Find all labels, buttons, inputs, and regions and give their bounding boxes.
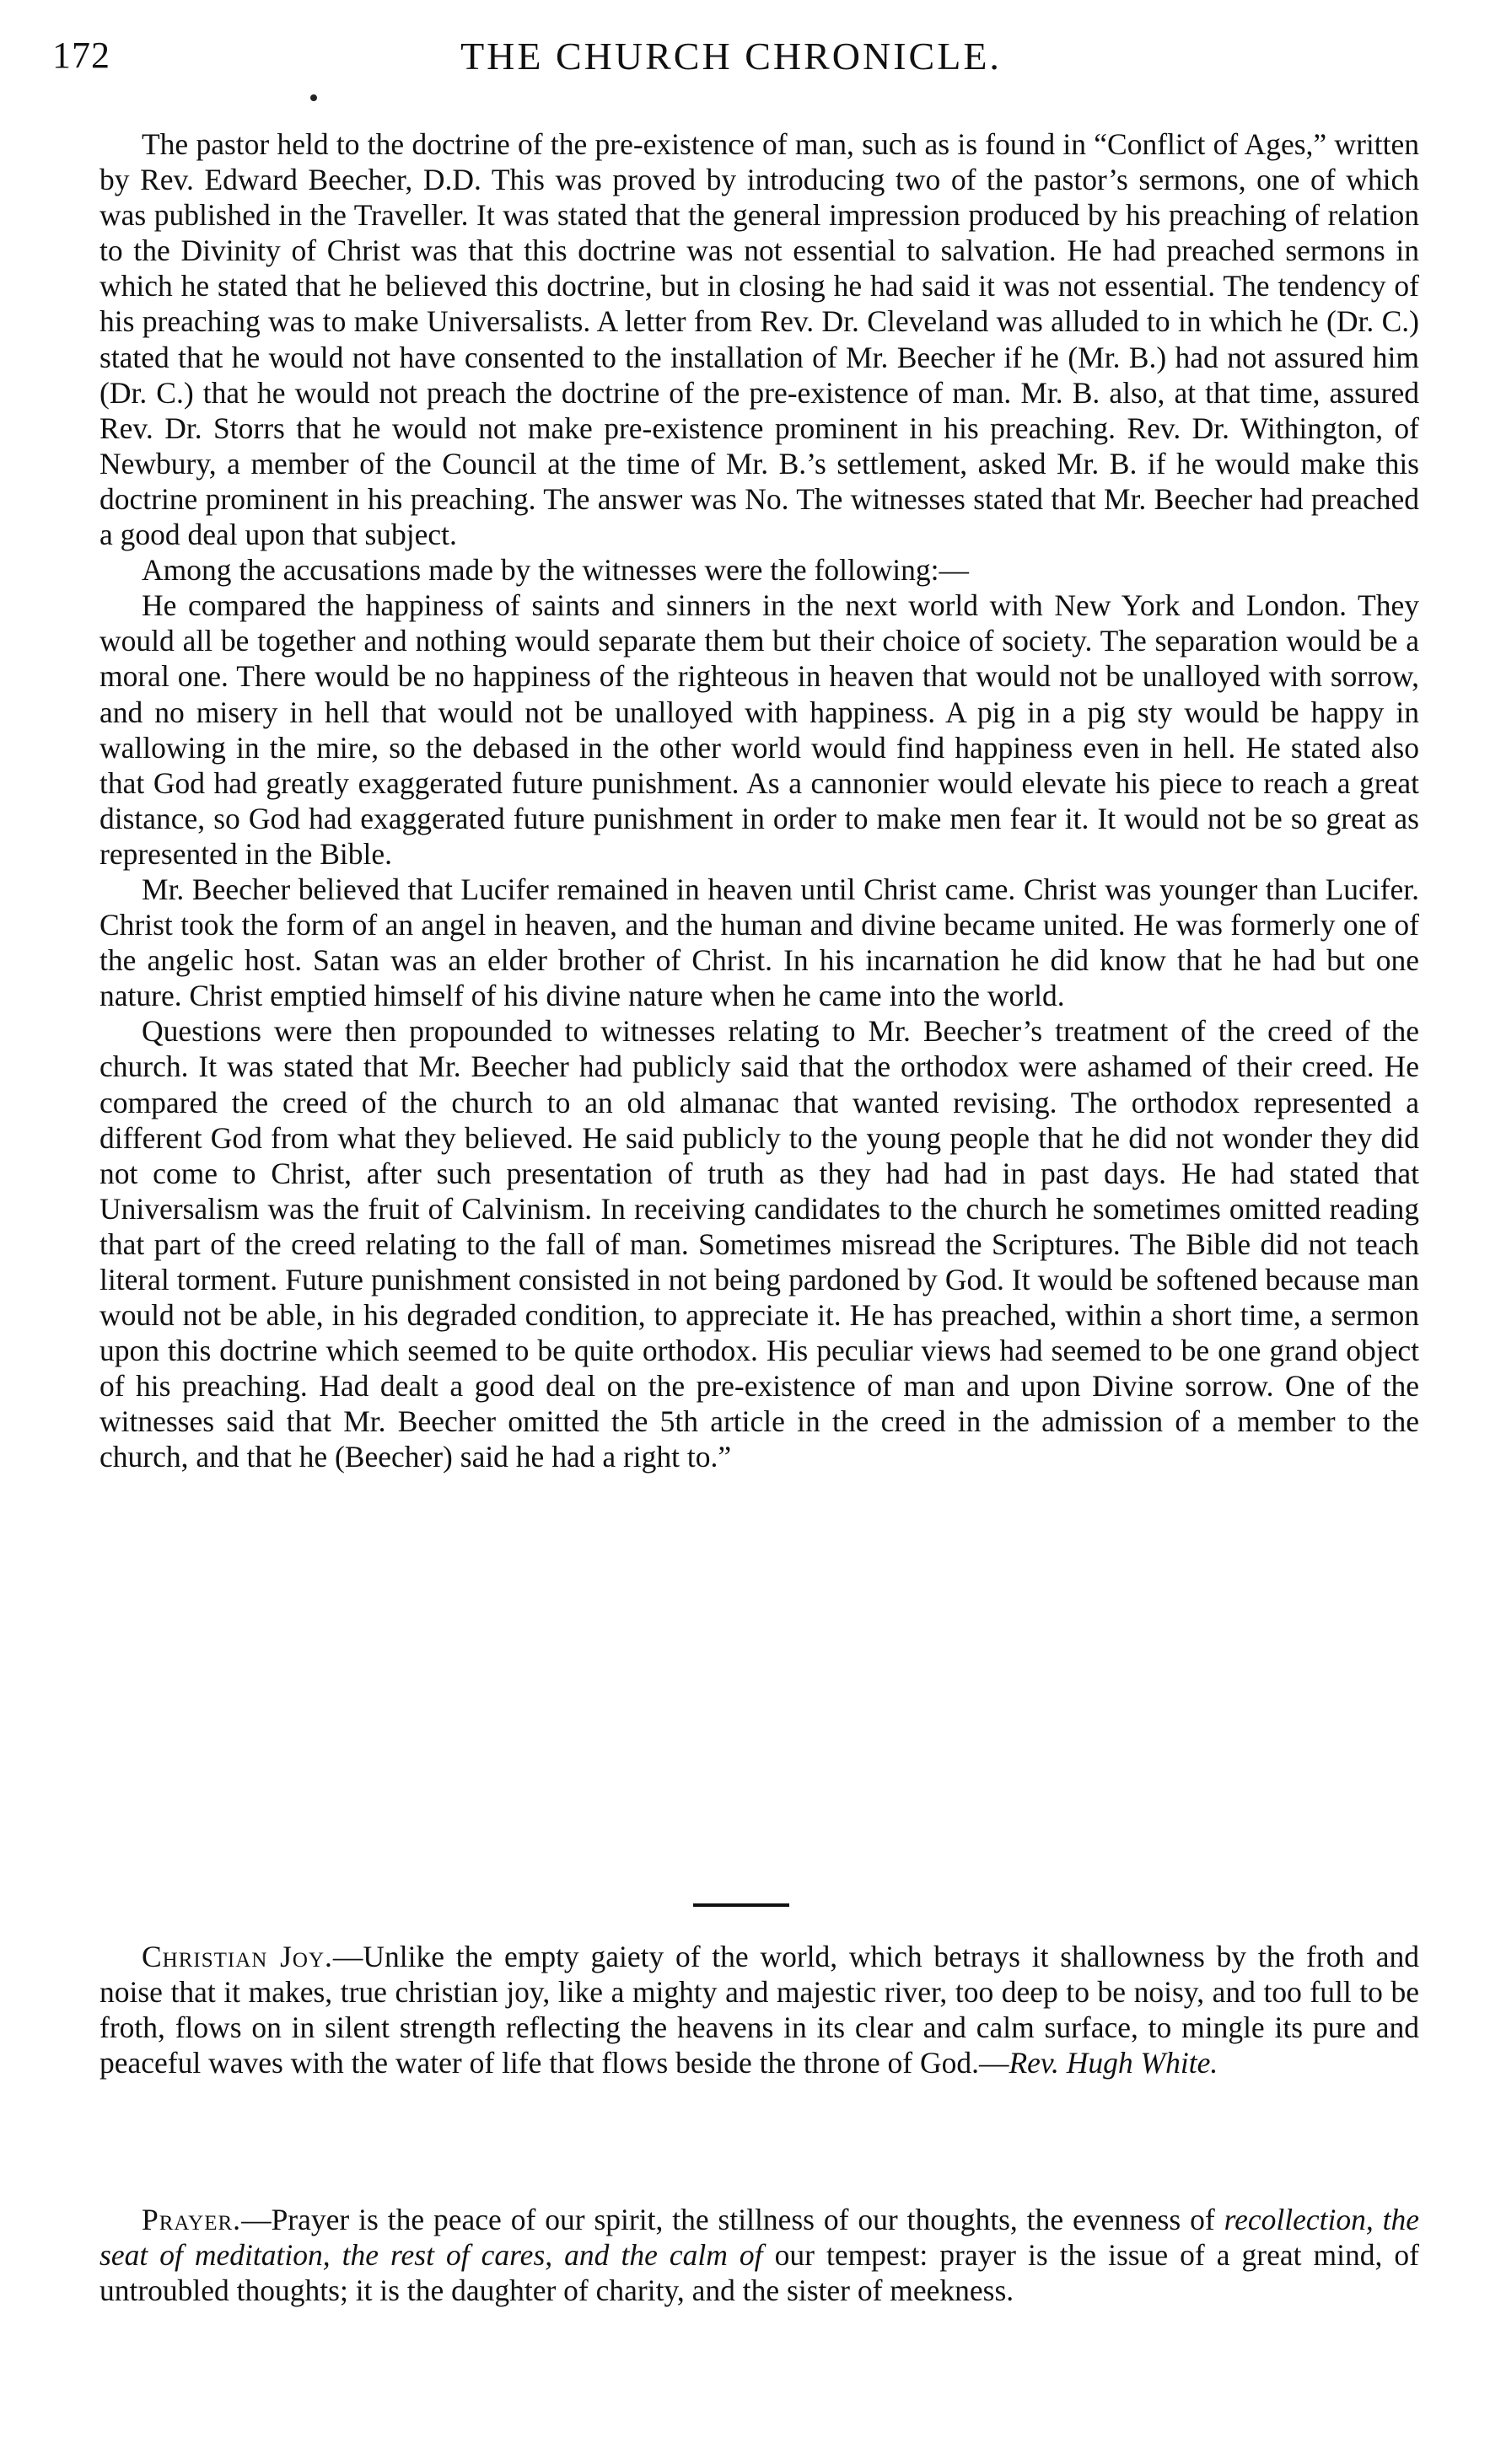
- christian-joy-heading: Christian Joy.: [142, 1940, 333, 1973]
- report-paragraph-3: He compared the happiness of saints and sinners in the next world with New York and London. They would all be together and nothing would separate them but their choice of society. The separation would be a moral one. There would be no happiness of the righteous in heaven that would not be unalloyed with sorrow, and no misery in hell that would not be unalloyed with happiness. A pig in a pig sty would be happy in wallowing in the mire, so the debased in the other world would find happiness even in hell. He stated also that God had greatly exaggerated future punishment. As a cannonier would elevate his piece to reach a great distance, so God had exaggerated future punishment in order to make men fear it. It would not be so great as represented in the Bible.: [100, 588, 1419, 871]
- prayer-text-italic: recollection, the seat of meditation, the rest of cares, and the calm of: [100, 2203, 1419, 2273]
- prayer-article: [100, 2202, 1419, 2308]
- print-speck: [310, 94, 317, 101]
- report-paragraph-4: Mr. Beecher believed that Lucifer remained in heaven until Christ came. Christ was younger than Lucifer. Christ took the form of an angel in heaven, and the human and divine became united. He was formerly one of the angelic host. Satan was an elder brother of Christ. In his incarnation he did know that he had but one nature. Christ emptied himself of his divine nature when he came into the world.: [100, 872, 1419, 1013]
- christian-joy-article: [100, 1939, 1419, 2080]
- christian-joy-paragraph: [100, 1939, 1419, 2080]
- report-article: [100, 126, 1419, 1475]
- prayer-paragraph: [100, 2202, 1419, 2308]
- section-divider: [693, 1903, 789, 1907]
- page-number: 172: [52, 35, 110, 76]
- page-header: [52, 34, 1410, 84]
- prayer-text-end: our tempest: prayer is the issue of a great mind, of untroubled thoughts; it is the daughter of charity, and the sister of meekness.: [100, 2238, 1420, 2308]
- christian-joy-attribution: Rev. Hugh White.: [1009, 2046, 1218, 2080]
- report-paragraph-5: Questions were then propounded to witnesses relating to Mr. Beecher’s treatment of the creed of the church. It was stated that Mr. Beecher had publicly said that the orthodox were ashamed of their creed. He compared the creed of the church to an old almanac that wanted revising. The orthodox represented a different God from what they believed. He said publicly to the young people that he did not wonder they did not come to Christ, after such presentation of truth as they had had in past days. He had stated that Universalism was the fruit of Calvinism. In receiving candidates to the church he sometimes omitted reading that part of the creed relating to the fall of man. Sometimes misread the Scriptures. The Bible did not teach literal torment. Future punishment consisted in not being pardoned by God. It would be softened because man would not be able, in his degraded condition, to appreciate it. He has preached, within a short time, a sermon upon this doctrine which seemed to be quite orthodox. His peculiar views had seemed to be one grand object of his preaching. Had dealt a good deal on the pre-existence of man and upon Divine sorrow. One of the witnesses said that Mr. Beecher omitted the 5th article in the creed in the admission of a member to the church, and that he (Beecher) said he had a right to.”: [100, 1014, 1419, 1474]
- christian-joy-text: —Unlike the empty gaiety of the world, which betrays it shallowness by the froth and noise that it makes, true christian joy, like a mighty and majestic river, too deep to be noisy, and too full to be froth, flows on in silent strength reflecting the heavens in its clear and calm surface, to mingle its pure and peaceful waves with the water of life that flows beside the throne of God.—: [100, 1940, 1419, 2080]
- report-paragraph-2: Among the accusations made by the witnesses were the following:—: [142, 553, 969, 588]
- prayer-heading: Prayer.: [142, 2203, 242, 2236]
- report-paragraph-1: The pastor held to the doctrine of the pre-existence of man, such as is found in “Conflict of Ages,” written by Rev. Edward Beecher, D.D. This was proved by introducing two of the pastor’s sermons, one of which was published in the Traveller. It was stated that the general impression produced by his preaching of relation to the Divinity of Christ was that this doctrine was not essential to salvation. He had preached sermons in which he stated that he believed this doctrine, but in closing he had said it was not essential. The tendency of his preaching was to make Universalists. A letter from Rev. Dr. Cleveland was alluded to in which he (Dr. C.) stated that he would not have consented to the installation of Mr. Beecher if he (Mr. B.) had not assured him (Dr. C.) that he would not preach the doctrine of the pre-existence of man. Mr. B. also, at that time, assured Rev. Dr. Storrs that he would not make pre-existence prominent in his preaching. Rev. Dr. Withington, of Newbury, a member of the Council at the time of Mr. B.’s settlement, asked Mr. B. if he would make this doctrine prominent in his preaching. The answer was No. The witnesses stated that Mr. Beecher had preached a good deal upon that subject.: [100, 127, 1419, 552]
- prayer-text-start: —Prayer is the peace of our spirit, the stillness of our thoughts, the evenness of: [241, 2203, 1224, 2236]
- running-title: THE CHURCH CHRONICLE.: [460, 35, 1002, 78]
